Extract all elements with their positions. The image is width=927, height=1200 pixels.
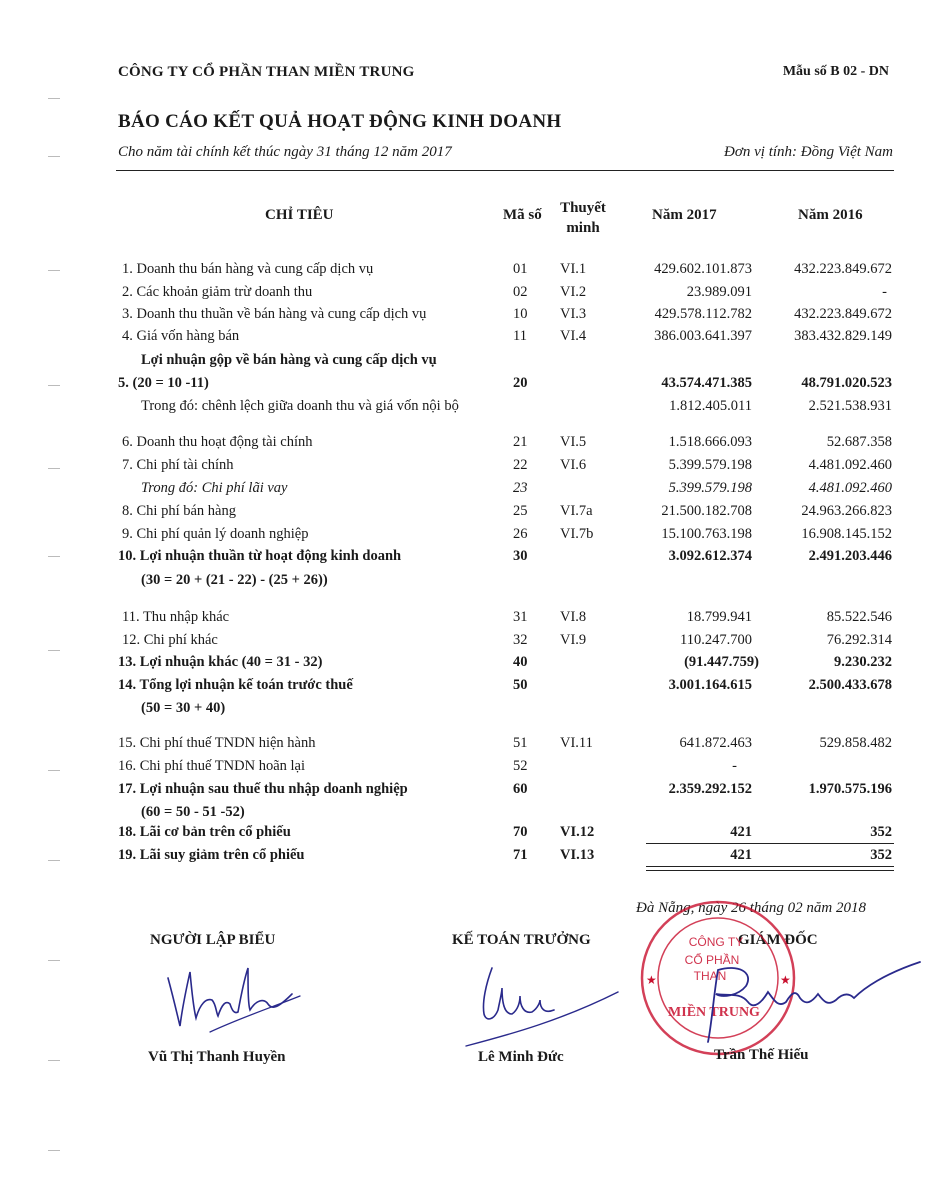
table-row <box>0 526 927 548</box>
form-code: Mẫu số B 02 - DN <box>782 64 889 79</box>
row-value-2017: 429.602.101.873 <box>654 261 752 277</box>
table-row <box>0 328 927 350</box>
row-code: 25 <box>513 503 528 519</box>
scan-margin-mark <box>48 960 60 961</box>
table-row <box>0 781 927 803</box>
table-row <box>0 609 927 631</box>
scan-margin-mark <box>48 650 60 651</box>
report-period: Cho năm tài chính kết thúc ngày 31 tháng 12 năm 2017 <box>118 144 452 160</box>
column-header-code: Mã số <box>503 207 542 223</box>
row-value-2017: 1.518.666.093 <box>668 434 752 450</box>
row-code: 51 <box>513 735 528 751</box>
director-signature <box>688 952 924 1052</box>
scan-margin-mark <box>48 1060 60 1061</box>
row-value-2017: 421 <box>730 847 752 863</box>
table-row <box>0 632 927 654</box>
row-code: 21 <box>513 434 528 450</box>
table-row <box>0 398 927 420</box>
row-value-2016: 85.522.546 <box>826 609 892 625</box>
row-label: 19. Lãi suy giảm trên cổ phiếu <box>118 847 305 863</box>
row-label: 6. Doanh thu hoạt động tài chính <box>122 434 313 450</box>
row-value-2016: 48.791.020.523 <box>801 375 892 391</box>
row-value-2016: 2.521.538.931 <box>808 398 892 414</box>
row-note: VI.7a <box>560 503 593 519</box>
scan-margin-mark <box>48 98 60 99</box>
row-note: VI.5 <box>560 434 587 450</box>
column-header-note <box>552 198 614 238</box>
column-header-year-2016: Năm 2016 <box>798 207 863 223</box>
row-label: 5. (20 = 10 -11) <box>118 375 209 391</box>
row-value-2016: 352 <box>870 847 892 863</box>
stamp-line2: CỔ PHẦN <box>684 953 740 967</box>
row-value-2017: 421 <box>730 824 752 840</box>
row-value-2017: 3.001.164.615 <box>668 677 752 693</box>
row-label: 4. Giá vốn hàng bán <box>122 328 240 344</box>
accountant-signature <box>462 962 622 1054</box>
row-value-2016: 4.481.092.460 <box>808 457 892 473</box>
row-note: VI.2 <box>560 284 587 300</box>
table-row <box>0 503 927 525</box>
stamp-line3: THAN <box>693 969 727 983</box>
table-row <box>0 735 927 757</box>
row-label: 10. Lợi nhuận thuần từ hoạt động kinh doanh <box>118 548 402 564</box>
row-note: VI.12 <box>560 824 595 840</box>
accountant-title: KẾ TOÁN TRƯỞNG <box>452 932 591 948</box>
table-row <box>0 284 927 306</box>
row-code: 11 <box>513 328 527 344</box>
row-code: 71 <box>513 847 528 863</box>
row-label: 17. Lợi nhuận sau thuế thu nhập doanh nghiệp <box>118 781 408 797</box>
column-header-note-line2: minh <box>566 220 600 236</box>
subtotal-divider <box>646 843 894 844</box>
column-header-note-line1: Thuyết <box>560 200 606 216</box>
row-code: 52 <box>513 758 528 774</box>
row-label: 8. Chi phí bán hàng <box>122 503 236 519</box>
row-note: VI.7b <box>560 526 594 542</box>
table-row <box>0 572 927 594</box>
director-name: Trần Thế Hiếu <box>714 1047 809 1063</box>
row-code: 10 <box>513 306 528 322</box>
row-code: 70 <box>513 824 528 840</box>
row-code: 23 <box>513 480 528 496</box>
accountant-name: Lê Minh Đức <box>478 1049 564 1065</box>
director-title: GIÁM ĐỐC <box>738 932 818 948</box>
row-note: VI.1 <box>560 261 587 277</box>
row-value-2016: 52.687.358 <box>826 434 892 450</box>
row-label: 11. Thu nhập khác <box>122 609 230 625</box>
table-row <box>0 700 927 722</box>
table-row <box>0 306 927 328</box>
row-value-2016: 432.223.849.672 <box>794 306 892 322</box>
row-label: 1. Doanh thu bán hàng và cung cấp dịch vụ <box>122 261 374 277</box>
table-row <box>0 261 927 283</box>
row-value-2016: 9.230.232 <box>834 654 892 670</box>
report-title: BÁO CÁO KẾT QUẢ HOẠT ĐỘNG KINH DOANH <box>118 111 562 132</box>
row-label: Lợi nhuận gộp về bán hàng và cung cấp dịch vụ <box>141 352 437 368</box>
row-label: 14. Tổng lợi nhuận kế toán trước thuế <box>118 677 353 693</box>
row-value-2016: 383.432.829.149 <box>794 328 892 344</box>
row-code: 01 <box>513 261 528 277</box>
row-value-2017: 429.578.112.782 <box>654 306 752 322</box>
row-value-2017: 5.399.579.198 <box>668 480 752 496</box>
row-code: 32 <box>513 632 528 648</box>
currency-unit: Đơn vị tính: Đồng Việt Nam <box>724 144 893 160</box>
row-note: VI.4 <box>560 328 587 344</box>
total-divider-2 <box>646 870 894 871</box>
row-value-2016: 2.500.433.678 <box>808 677 892 693</box>
row-label: 16. Chi phí thuế TNDN hoãn lại <box>118 758 306 774</box>
preparer-name: Vũ Thị Thanh Huyền <box>148 1049 286 1065</box>
table-row <box>0 804 927 826</box>
header-divider <box>116 170 894 171</box>
row-value-2017: 15.100.763.198 <box>661 526 752 542</box>
table-row <box>0 654 927 676</box>
scan-margin-mark <box>48 770 60 771</box>
scan-margin-mark <box>48 468 60 469</box>
row-label: 13. Lợi nhuận khác (40 = 31 - 32) <box>118 654 323 670</box>
row-code: 40 <box>513 654 528 670</box>
row-value-2017: 18.799.941 <box>686 609 752 625</box>
row-value-2017: 2.359.292.152 <box>668 781 752 797</box>
row-note: VI.9 <box>560 632 587 648</box>
row-label: (30 = 20 + (21 - 22) - (25 + 26)) <box>141 572 328 588</box>
row-value-2016: 2.491.203.446 <box>808 548 892 564</box>
row-code: 26 <box>513 526 528 542</box>
row-value-2017: 5.399.579.198 <box>668 457 752 473</box>
scan-margin-mark <box>48 270 60 271</box>
row-code: 60 <box>513 781 528 797</box>
row-value-2017: 3.092.612.374 <box>668 548 752 564</box>
row-value-2016: 1.970.575.196 <box>808 781 892 797</box>
row-label: 12. Chi phí khác <box>122 632 218 648</box>
row-label: Trong đó: chênh lệch giữa doanh thu và giá vốn nội bộ <box>141 398 459 414</box>
preparer-title: NGƯỜI LẬP BIỂU <box>150 932 276 948</box>
row-label: Trong đó: Chi phí lãi vay <box>141 480 288 496</box>
row-value-2016: 4.481.092.460 <box>808 480 892 496</box>
scan-margin-mark <box>48 385 60 386</box>
row-label: 15. Chi phí thuế TNDN hiện hành <box>118 735 316 751</box>
row-note: VI.8 <box>560 609 587 625</box>
total-divider-1 <box>646 866 894 867</box>
row-value-2016: 432.223.849.672 <box>794 261 892 277</box>
company-name: CÔNG TY CỔ PHẦN THAN MIỀN TRUNG <box>118 64 415 80</box>
row-value-2016: 529.858.482 <box>819 735 892 751</box>
row-value-2017: - <box>732 758 737 774</box>
row-label: 9. Chi phí quản lý doanh nghiệp <box>122 526 309 542</box>
row-label: 3. Doanh thu thuần về bán hàng và cung cấp dịch vụ <box>122 306 427 322</box>
scan-margin-mark <box>48 156 60 157</box>
signature-date: Đà Nẵng, ngày 26 tháng 02 năm 2018 <box>636 900 866 916</box>
scan-margin-mark <box>48 860 60 861</box>
row-label: (50 = 30 + 40) <box>141 700 226 716</box>
table-row <box>0 457 927 479</box>
row-value-2016: - <box>882 284 887 300</box>
table-row <box>0 758 927 780</box>
table-row <box>0 548 927 570</box>
row-value-2017: 641.872.463 <box>679 735 752 751</box>
row-label: 2. Các khoản giảm trừ doanh thu <box>122 284 313 300</box>
row-note: VI.13 <box>560 847 595 863</box>
row-note: VI.11 <box>560 735 593 751</box>
row-value-2017: 23.989.091 <box>686 284 752 300</box>
row-code: 22 <box>513 457 528 473</box>
row-value-2017: 21.500.182.708 <box>661 503 752 519</box>
stamp-star-right: ★ <box>780 973 791 987</box>
table-row <box>0 480 927 502</box>
stamp-star-left: ★ <box>646 973 657 987</box>
row-value-2016: 24.963.266.823 <box>801 503 892 519</box>
column-header-indicator: CHỈ TIÊU <box>265 207 334 223</box>
row-value-2017: 1.812.405.011 <box>669 398 752 414</box>
stamp-line1: CÔNG TY <box>688 935 744 949</box>
scan-margin-mark <box>48 1150 60 1151</box>
row-note: VI.6 <box>560 457 587 473</box>
row-code: 02 <box>513 284 528 300</box>
row-value-2017: (91.447.759) <box>684 654 759 670</box>
row-label: 7. Chi phí tài chính <box>122 457 234 473</box>
row-value-2016: 352 <box>870 824 892 840</box>
scan-margin-mark <box>48 556 60 557</box>
row-label: (60 = 50 - 51 -52) <box>141 804 245 820</box>
table-row <box>0 352 927 374</box>
row-code: 20 <box>513 375 528 391</box>
row-code: 30 <box>513 548 528 564</box>
row-value-2016: 76.292.314 <box>826 632 892 648</box>
table-row <box>0 434 927 456</box>
stamp-line4: MIỀN TRUNG <box>668 1005 760 1020</box>
preparer-signature <box>160 960 310 1040</box>
table-row <box>0 677 927 699</box>
row-code: 50 <box>513 677 528 693</box>
row-value-2017: 43.574.471.385 <box>661 375 752 391</box>
row-value-2016: 16.908.145.152 <box>801 526 892 542</box>
row-label: 18. Lãi cơ bản trên cổ phiếu <box>118 824 291 840</box>
column-header-year-2017: Năm 2017 <box>652 207 717 223</box>
row-value-2017: 110.247.700 <box>680 632 752 648</box>
row-value-2017: 386.003.641.397 <box>654 328 752 344</box>
row-note: VI.3 <box>560 306 587 322</box>
table-row <box>0 375 927 397</box>
row-code: 31 <box>513 609 528 625</box>
